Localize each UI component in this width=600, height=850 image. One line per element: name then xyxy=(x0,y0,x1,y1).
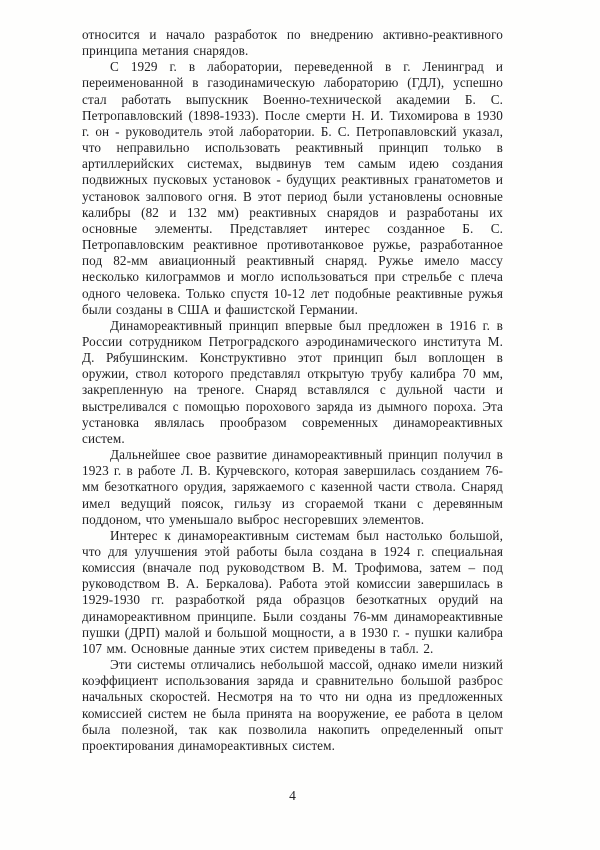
paragraph-gdl-petropavlovsky: С 1929 г. в лаборатории, переведенной в г. Ленинград и переименованной в газодинамическую лабораторию (ГДЛ), успешно стал работать выпускник Военно-технической академии Б. С. Петропавловский (1898-1933). После смерти Н. И. Тихомирова в 1930 г. он - руководитель этой лаборатории. Б. С. Петропавловский указал, что неправильно использовать реактивный принцип только в артиллерийских системах, выдвинув тем самым идею создания подвижных пусковых установок - будущих реактивных гранатометов и установок залпового огня. В этот период были установлены основные калибры (82 и 132 мм) реактивных снарядов и разработаны их основные элементы. Представляет интерес созданное Б. С. Петропавловским реактивное противотанковое ружье, разработанное под 82-мм авиационный реактивный снаряд. Ружье имело массу несколько килограммов и могло использоваться при стрельбе с плеча одного человека. Только спустя 10-12 лет подобные реактивные ружья были созданы в США и фашистской Германии. xyxy=(82,59,503,317)
paragraph-systems-assessment: Эти системы отличались небольшой массой, однако имели низкий коэффициент использования заряда и сравнительно большой разброс начальных скоростей. Несмотря на то что ни одна из предложенных комиссией систем не была принята на вооружение, ее работа в целом была полезной, так как позволила накопить определенный опыт проектирования динамореактивных систем. xyxy=(82,657,503,753)
paragraph-dynamo-reactive-principle: Динамореактивный принцип впервые был предложен в 1916 г. в России сотрудником Петроградского аэродинамического института М. Д. Рябушинским. Конструктивно этот принцип был воплощен в оружии, ствол которого представлял открытую трубу калибра 70 мм, закрепленную на треноге. Снаряд вставлялся с дульной части и выстреливался с помощью порохового заряда из дымного пороха. Эта установка являлась прообразом современных динамореактивных систем. xyxy=(82,317,503,446)
document-text-block xyxy=(82,27,503,754)
paragraph-commission-1924: Интерес к динамореактивным системам был настолько большой, что для улучшения этой работы была создана в 1924 г. специальная комиссия (вначале под руководством В. М. Трофимова, затем – под руководством В. А. Беркалова). Работа этой комиссии завершилась в 1929-1930 гг. разработкой ряда образцов безоткатных орудий на динамореактивном принципе. Были созданы 76-мм динамореактивные пушки (ДРП) малой и большой мощности, а в 1930 г. - пушки калибра 107 мм. Основные данные этих систем приведены в табл. 2. xyxy=(82,527,503,656)
page-number: 4 xyxy=(289,788,296,803)
paragraph-kurchevsky-1923: Дальнейшее свое развитие динамореактивный принцип получил в 1923 г. в работе Л. В. Курчевского, которая завершилась созданием 76-мм безоткатного орудия, заряжаемого с казенной части ствола. Снаряд имел ведущий поясок, гильзу из сгораемой ткани с деревянным поддоном, что уменьшало выброс несгоревших элементов. xyxy=(82,447,503,527)
paragraph-continuation: относится и начало разработок по внедрению активно-реактивного принципа метания снарядов. xyxy=(82,27,503,59)
